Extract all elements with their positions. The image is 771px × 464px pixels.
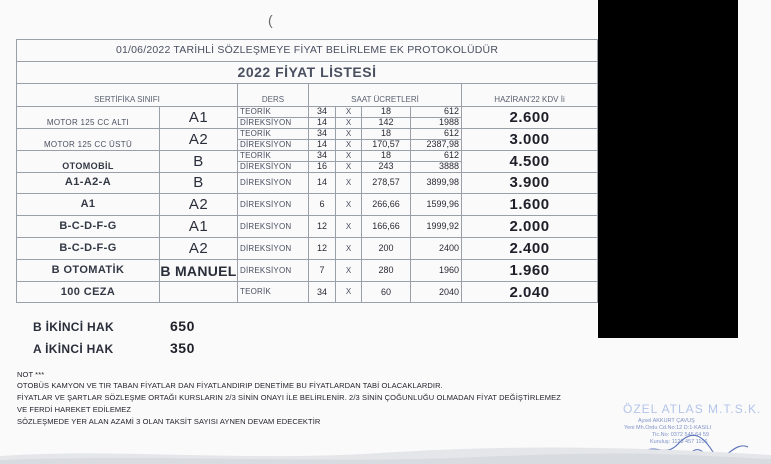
redaction-block: [598, 0, 738, 338]
total-cell: 3899,98: [411, 172, 462, 194]
rate-cell: 200: [362, 238, 411, 260]
note-line: FİYATLAR VE ŞARTLAR SÖZLEŞME ORTAĞI KURSLARIN 2/3 SİNİN ONAYI İLE BELİRLENİR. 2/3 SİNİN ÇOĞUNLUĞU OLMADAN FİYAT DEĞİŞTİRLEMEZ: [17, 393, 561, 402]
price-cell: 2.000: [462, 216, 598, 238]
hours-cell: 16: [309, 161, 336, 172]
multiply-cell: X: [336, 194, 362, 216]
class-cell: A2: [160, 238, 238, 260]
rate-cell: 243: [362, 161, 411, 172]
class-cell: A2: [160, 194, 238, 216]
price-cell: 4.500: [462, 150, 598, 172]
rate-cell: 166,66: [362, 216, 411, 238]
rate-cell: 280: [362, 260, 411, 282]
hours-cell: 12: [309, 238, 336, 260]
price-cell: 3.000: [462, 128, 598, 150]
price-cell: 3.900: [462, 172, 598, 194]
total-cell: 2040: [411, 282, 462, 303]
column-header-hourly-fees: SAAT ÜCRETLERİ: [309, 83, 462, 106]
class-cell: B: [160, 172, 238, 194]
hours-cell: 34: [309, 150, 336, 161]
lesson-cell: TEORİK: [238, 282, 309, 303]
total-cell: 612: [411, 150, 462, 161]
hours-cell: 34: [309, 128, 336, 139]
certificate-cell: A1-A2-A: [17, 172, 160, 194]
class-cell: B: [160, 150, 238, 172]
total-cell: 2400: [411, 238, 462, 260]
class-cell: B MANUEL: [160, 260, 238, 282]
note-heading: NOT ***: [17, 370, 45, 379]
multiply-cell: X: [336, 216, 362, 238]
rate-cell: 278,57: [362, 172, 411, 194]
rate-cell: 60: [362, 282, 411, 303]
extra-right-label: B İKİNCİ HAK: [33, 320, 114, 334]
stamp-title: ÖZEL ATLAS M.T.S.K.: [623, 402, 762, 416]
price-list-title: 2022 FİYAT LİSTESİ: [17, 61, 598, 83]
price-cell: 1.600: [462, 194, 598, 216]
class-cell: A1: [160, 106, 238, 128]
paper-shadow: [0, 442, 771, 464]
price-cell: 2.600: [462, 106, 598, 128]
stamp-line: Kuruluş: 1123 457 1106: [650, 439, 708, 445]
certificate-cell: A1: [17, 194, 160, 216]
class-cell: [160, 282, 238, 303]
total-cell: 1960: [411, 260, 462, 282]
price-cell: 2.040: [462, 282, 598, 303]
note-line: SÖZLEŞMEDE YER ALAN AZAMİ 3 OLAN TAKSİT SAYISI AYNEN DEVAM EDECEKTİR: [17, 417, 321, 426]
hours-cell: 14: [309, 139, 336, 150]
lesson-cell: DİREKSİYON: [238, 117, 309, 128]
note-line: VE FERDİ HAREKET EDİLEMEZ: [17, 405, 132, 414]
note-line: OTOBÜS KAMYON VE TIR TABAN FİYATLAR DAN FİYATLANDIRIP DENETİME BU FİYATLARDAN TABİ OLACAKLARDIR.: [17, 381, 443, 390]
certificate-cell: OTOMOBİL: [17, 150, 160, 172]
extra-right-label: A İKİNCİ HAK: [33, 342, 114, 356]
column-header-lesson: DERS: [238, 83, 309, 106]
lesson-cell: DİREKSİYON: [238, 139, 309, 150]
stamp-line: Tic.No: 0372 545 64 59: [652, 432, 709, 438]
lesson-cell: DİREKSİYON: [238, 194, 309, 216]
rate-cell: 266,66: [362, 194, 411, 216]
lesson-cell: TEORİK: [238, 106, 309, 117]
multiply-cell: X: [336, 172, 362, 194]
certificate-cell: MOTOR 125 CC ALTI: [17, 106, 160, 128]
lesson-cell: TEORİK: [238, 128, 309, 139]
multiply-cell: X: [336, 117, 362, 128]
multiply-cell: X: [336, 106, 362, 117]
rate-cell: 18: [362, 106, 411, 117]
column-header-price: HAZİRAN'22 KDV İi: [462, 83, 598, 106]
rate-cell: 18: [362, 150, 411, 161]
stamp-line: Yeni Mh.Ordu Cd.No:12 D:1-KASILI: [624, 425, 712, 431]
certificate-cell: B-C-D-F-G: [17, 238, 160, 260]
certificate-cell: 100 CEZA: [17, 282, 160, 303]
lesson-cell: DİREKSİYON: [238, 216, 309, 238]
total-cell: 1599,96: [411, 194, 462, 216]
certificate-cell: B-C-D-F-G: [17, 216, 160, 238]
rate-cell: 142: [362, 117, 411, 128]
total-cell: 1988: [411, 117, 462, 128]
multiply-cell: X: [336, 260, 362, 282]
extra-right-value: 350: [170, 340, 195, 356]
hours-cell: 7: [309, 260, 336, 282]
protocol-title: 01/06/2022 TARİHLİ SÖZLEŞMEYE FİYAT BELİRLEME EK PROTOKOLÜDÜR: [17, 40, 598, 62]
class-cell: A1: [160, 216, 238, 238]
rate-cell: 170,57: [362, 139, 411, 150]
multiply-cell: X: [336, 128, 362, 139]
rate-cell: 18: [362, 128, 411, 139]
multiply-cell: X: [336, 150, 362, 161]
price-cell: 1.960: [462, 260, 598, 282]
hours-cell: 14: [309, 172, 336, 194]
total-cell: 2387,98: [411, 139, 462, 150]
scan-mark: (: [268, 12, 273, 28]
total-cell: 1999,92: [411, 216, 462, 238]
extra-right-value: 650: [170, 318, 195, 334]
lesson-cell: DİREKSİYON: [238, 172, 309, 194]
total-cell: 3888: [411, 161, 462, 172]
stamp-line: Aysel AKKURT ÇAVUŞ: [638, 418, 695, 424]
lesson-cell: DİREKSİYON: [238, 161, 309, 172]
multiply-cell: X: [336, 282, 362, 303]
lesson-cell: DİREKSİYON: [238, 238, 309, 260]
column-header-certificate: SERTİFİKA SINIFI: [17, 83, 238, 106]
hours-cell: 12: [309, 216, 336, 238]
total-cell: 612: [411, 106, 462, 117]
lesson-cell: TEORİK: [238, 150, 309, 161]
price-cell: 2.400: [462, 238, 598, 260]
hours-cell: 34: [309, 282, 336, 303]
multiply-cell: X: [336, 139, 362, 150]
hours-cell: 34: [309, 106, 336, 117]
multiply-cell: X: [336, 238, 362, 260]
class-cell: A2: [160, 128, 238, 150]
certificate-cell: B OTOMATİK: [17, 260, 160, 282]
price-list-table: [16, 39, 598, 303]
multiply-cell: X: [336, 161, 362, 172]
hours-cell: 6: [309, 194, 336, 216]
certificate-cell: MOTOR 125 CC ÜSTÜ: [17, 128, 160, 150]
total-cell: 612: [411, 128, 462, 139]
hours-cell: 14: [309, 117, 336, 128]
lesson-cell: DİREKSİYON: [238, 260, 309, 282]
